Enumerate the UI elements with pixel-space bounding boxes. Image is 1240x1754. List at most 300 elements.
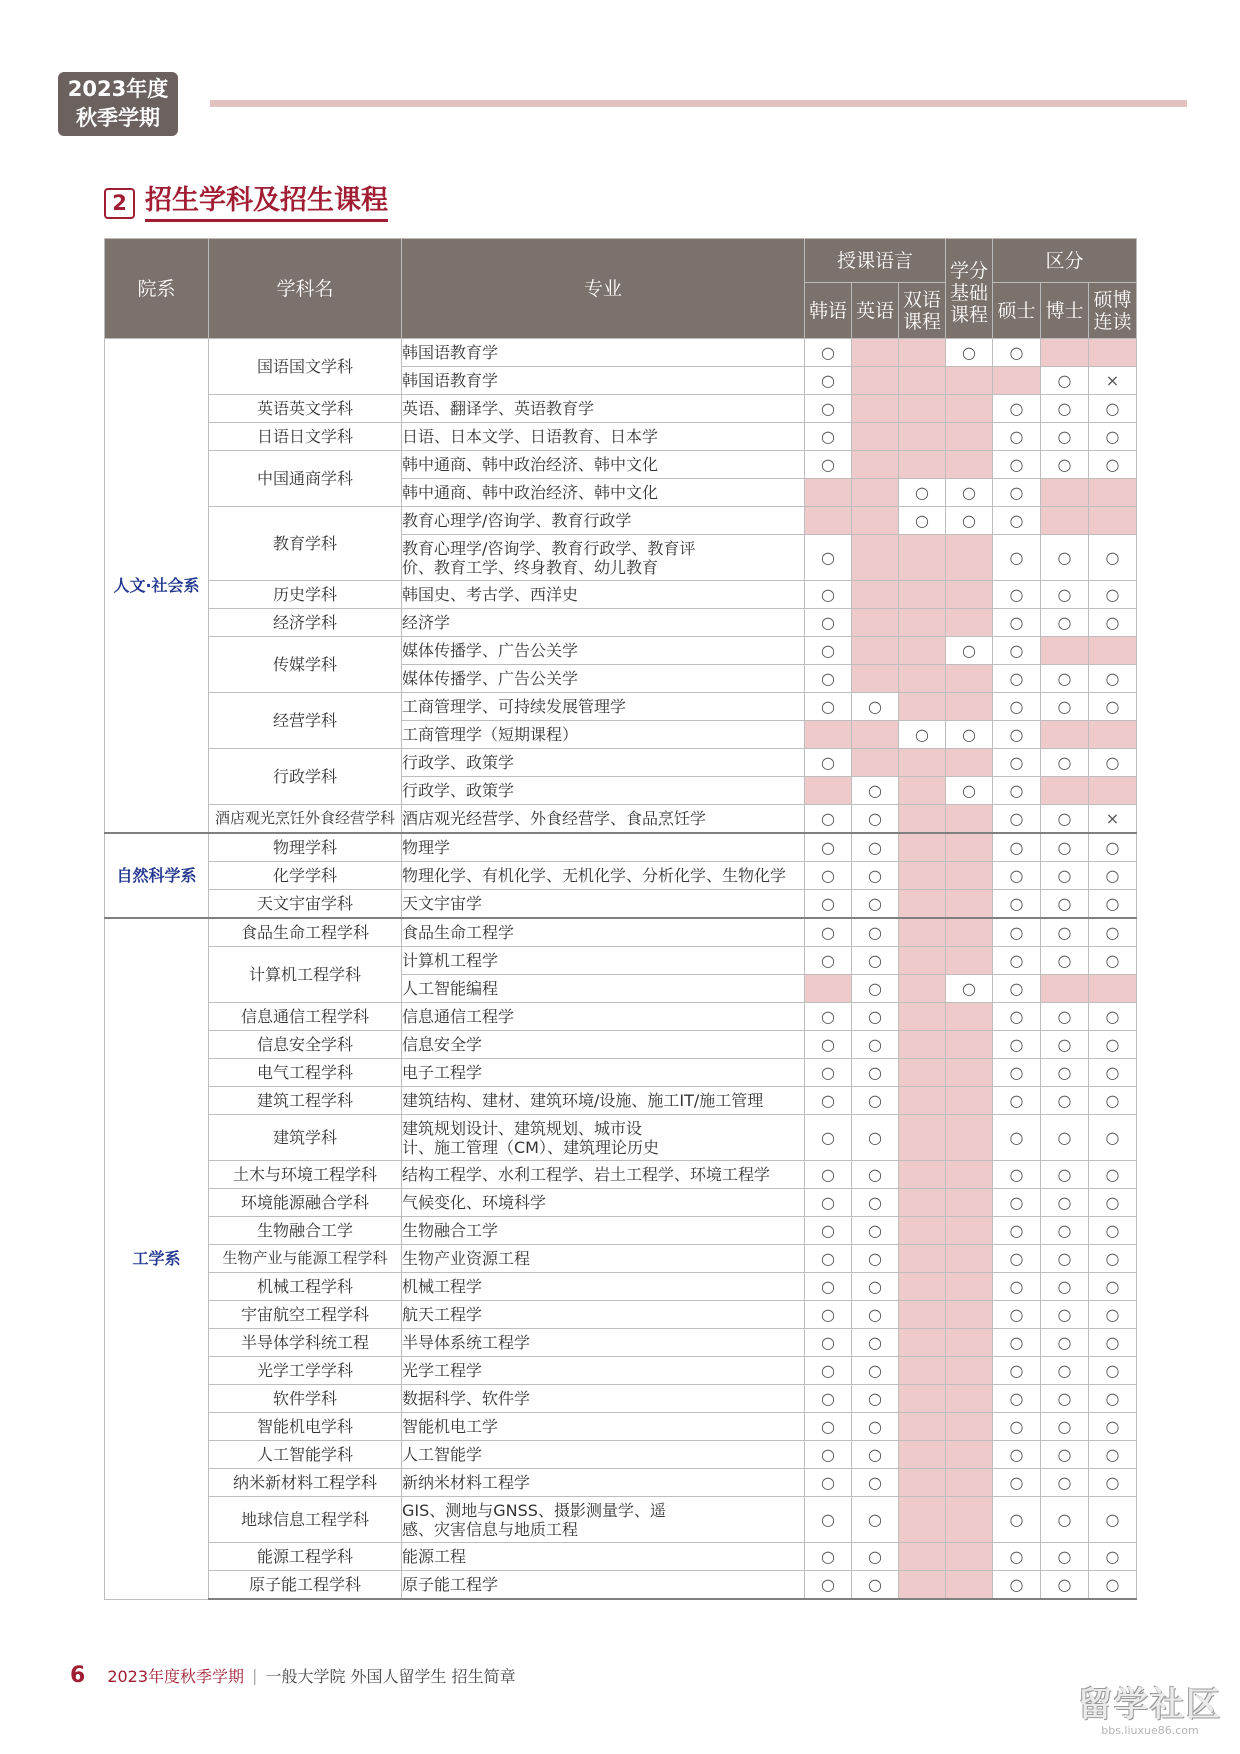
mark-master: ○	[993, 693, 1041, 721]
mark-bilingual	[899, 1497, 946, 1543]
mark-bilingual	[899, 947, 946, 975]
mark-korean: ○	[805, 665, 852, 693]
major-cell: 能源工程	[402, 1543, 805, 1571]
mark-phd: ○	[1041, 609, 1089, 637]
mark-credit	[946, 1115, 993, 1161]
col-header-language-group: 授课语言	[805, 239, 946, 283]
mark-english: ○	[852, 1189, 899, 1217]
major-cell: 酒店观光经营学、外食经营学、食品烹饪学	[402, 805, 805, 834]
mark-phd: ○	[1041, 451, 1089, 479]
mark-bilingual	[899, 395, 946, 423]
page-footer	[70, 1663, 516, 1688]
mark-combined: ○	[1089, 395, 1137, 423]
mark-credit	[946, 1385, 993, 1413]
table-row	[105, 451, 1137, 479]
mark-korean: ○	[805, 339, 852, 367]
major-cell: 结构工程学、水利工程学、岩土工程学、环境工程学	[402, 1161, 805, 1189]
major-cell: 行政学、政策学	[402, 749, 805, 777]
mark-english	[852, 749, 899, 777]
mark-bilingual	[899, 1543, 946, 1571]
subject-cell: 国语国文学科	[209, 339, 402, 395]
mark-korean: ○	[805, 1413, 852, 1441]
table-row	[105, 609, 1137, 637]
subject-cell: 生物融合工学	[209, 1217, 402, 1245]
mark-master: ○	[993, 1003, 1041, 1031]
mark-credit	[946, 1357, 993, 1385]
mark-english: ○	[852, 805, 899, 834]
mark-master: ○	[993, 1301, 1041, 1329]
mark-credit	[946, 1273, 993, 1301]
subject-cell: 英语英文学科	[209, 395, 402, 423]
mark-english	[852, 535, 899, 581]
mark-english	[852, 367, 899, 395]
major-cell: 气候变化、环境科学	[402, 1189, 805, 1217]
mark-master: ○	[993, 1189, 1041, 1217]
mark-combined	[1089, 721, 1137, 749]
mark-english: ○	[852, 833, 899, 862]
mark-master: ○	[993, 862, 1041, 890]
table-row	[105, 918, 1137, 947]
mark-combined: ○	[1089, 1357, 1137, 1385]
table-row	[105, 947, 1137, 975]
mark-master: ○	[993, 947, 1041, 975]
mark-korean: ○	[805, 947, 852, 975]
mark-master: ○	[993, 1245, 1041, 1273]
major-line: GIS、测地与GNSS、摄影测量学、遥感、灾害信息与地质工程	[402, 1500, 666, 1539]
mark-english: ○	[852, 1031, 899, 1059]
mark-korean: ○	[805, 1031, 852, 1059]
mark-korean	[805, 777, 852, 805]
header-rule	[210, 100, 1187, 107]
table-row	[105, 339, 1137, 367]
mark-combined: ○	[1089, 833, 1137, 862]
subject-cell: 原子能工程学科	[209, 1571, 402, 1600]
mark-korean: ○	[805, 693, 852, 721]
mark-english	[852, 721, 899, 749]
table-row	[105, 581, 1137, 609]
section-title: 招生学科及招生课程	[145, 185, 388, 222]
mark-korean: ○	[805, 1217, 852, 1245]
table-row	[105, 862, 1137, 890]
mark-korean: ○	[805, 1497, 852, 1543]
table-row	[105, 1301, 1137, 1329]
mark-bilingual	[899, 1571, 946, 1600]
mark-master: ○	[993, 609, 1041, 637]
mark-phd	[1041, 507, 1089, 535]
major-cell: 航天工程学	[402, 1301, 805, 1329]
mark-bilingual	[899, 1115, 946, 1161]
mark-phd: ○	[1041, 890, 1089, 919]
mark-credit: ○	[946, 777, 993, 805]
mark-bilingual	[899, 609, 946, 637]
mark-combined: ○	[1089, 947, 1137, 975]
mark-bilingual	[899, 451, 946, 479]
mark-phd: ○	[1041, 665, 1089, 693]
major-cell: 韩中通商、韩中政治经济、韩中文化	[402, 479, 805, 507]
major-cell	[402, 1497, 805, 1543]
subject-cell: 食品生命工程学科	[209, 918, 402, 947]
mark-credit: ○	[946, 507, 993, 535]
mark-combined: ○	[1089, 1059, 1137, 1087]
mark-master: ○	[993, 1161, 1041, 1189]
mark-phd	[1041, 637, 1089, 665]
mark-master: ○	[993, 1543, 1041, 1571]
term-badge	[58, 72, 178, 136]
mark-bilingual	[899, 1087, 946, 1115]
mark-master: ○	[993, 1031, 1041, 1059]
table-row	[105, 890, 1137, 919]
badge-term: 秋季学期	[76, 106, 160, 130]
mark-combined: ○	[1089, 451, 1137, 479]
mark-credit: ○	[946, 637, 993, 665]
mark-korean: ○	[805, 581, 852, 609]
col-header-bilingual: 双语 课程	[899, 283, 946, 339]
mark-korean: ○	[805, 1059, 852, 1087]
table-row	[105, 637, 1137, 665]
mark-master: ○	[993, 507, 1041, 535]
mark-korean: ○	[805, 918, 852, 947]
mark-english: ○	[852, 1413, 899, 1441]
mark-master: ○	[993, 535, 1041, 581]
col-header-subject: 学科名	[209, 239, 402, 339]
subject-cell: 能源工程学科	[209, 1543, 402, 1571]
mark-korean: ○	[805, 1115, 852, 1161]
mark-master: ○	[993, 1087, 1041, 1115]
mark-combined: ○	[1089, 1273, 1137, 1301]
mark-english: ○	[852, 1469, 899, 1497]
subject-cell: 化学学科	[209, 862, 402, 890]
admissions-table	[104, 238, 1137, 1600]
mark-english: ○	[852, 890, 899, 919]
mark-bilingual	[899, 805, 946, 834]
mark-master: ○	[993, 805, 1041, 834]
mark-credit	[946, 862, 993, 890]
mark-combined: ○	[1089, 693, 1137, 721]
mark-korean: ○	[805, 395, 852, 423]
mark-credit	[946, 1161, 993, 1189]
mark-credit: ○	[946, 975, 993, 1003]
mark-credit	[946, 1087, 993, 1115]
mark-master: ○	[993, 833, 1041, 862]
subject-cell: 经济学科	[209, 609, 402, 637]
mark-english: ○	[852, 918, 899, 947]
table-row	[105, 1413, 1137, 1441]
major-cell: 食品生命工程学	[402, 918, 805, 947]
major-cell: 生物产业资源工程	[402, 1245, 805, 1273]
mark-bilingual	[899, 1385, 946, 1413]
mark-combined: ○	[1089, 1469, 1137, 1497]
subject-cell: 地球信息工程学科	[209, 1497, 402, 1543]
major-cell: 人工智能编程	[402, 975, 805, 1003]
table-row	[105, 1571, 1137, 1600]
mark-combined: ○	[1089, 1031, 1137, 1059]
col-header-major: 专业	[402, 239, 805, 339]
mark-credit	[946, 581, 993, 609]
mark-master: ○	[993, 1441, 1041, 1469]
mark-combined: ○	[1089, 890, 1137, 919]
mark-english: ○	[852, 862, 899, 890]
mark-bilingual	[899, 1217, 946, 1245]
mark-master: ○	[993, 890, 1041, 919]
mark-combined: ○	[1089, 581, 1137, 609]
major-cell: 天文宇宙学	[402, 890, 805, 919]
mark-english	[852, 339, 899, 367]
mark-phd: ○	[1041, 1571, 1089, 1600]
mark-korean	[805, 507, 852, 535]
mark-bilingual: ○	[899, 479, 946, 507]
footer-term: 2023年度秋季学期	[107, 1667, 245, 1686]
table-row	[105, 1441, 1137, 1469]
page-number: 6	[70, 1663, 86, 1688]
subject-cell: 中国通商学科	[209, 451, 402, 507]
mark-korean: ○	[805, 1329, 852, 1357]
mark-phd: ○	[1041, 749, 1089, 777]
mark-phd: ○	[1041, 1189, 1089, 1217]
watermark-logo	[1070, 1686, 1230, 1746]
mark-phd: ○	[1041, 367, 1089, 395]
mark-master: ○	[993, 1059, 1041, 1087]
mark-combined: ○	[1089, 423, 1137, 451]
mark-combined: ○	[1089, 1329, 1137, 1357]
mark-master	[993, 367, 1041, 395]
mark-credit	[946, 833, 993, 862]
subject-cell: 传媒学科	[209, 637, 402, 693]
major-cell: 生物融合工学	[402, 1217, 805, 1245]
mark-master: ○	[993, 665, 1041, 693]
mark-phd: ○	[1041, 1031, 1089, 1059]
mark-phd: ○	[1041, 1273, 1089, 1301]
mark-bilingual	[899, 1245, 946, 1273]
mark-phd	[1041, 777, 1089, 805]
major-cell: 英语、翻译学、英语教育学	[402, 395, 805, 423]
mark-phd: ○	[1041, 1543, 1089, 1571]
mark-bilingual	[899, 1301, 946, 1329]
mark-master: ○	[993, 721, 1041, 749]
col-header-english: 英语	[852, 283, 899, 339]
dept-engineering: 工学系	[105, 918, 209, 1599]
mark-korean: ○	[805, 1469, 852, 1497]
mark-credit	[946, 947, 993, 975]
subject-cell: 建筑学科	[209, 1115, 402, 1161]
mark-phd: ○	[1041, 1245, 1089, 1273]
mark-combined: ○	[1089, 1217, 1137, 1245]
table-row	[105, 423, 1137, 451]
mark-combined: ○	[1089, 918, 1137, 947]
mark-bilingual	[899, 581, 946, 609]
mark-credit	[946, 1245, 993, 1273]
mark-bilingual: ○	[899, 507, 946, 535]
mark-combined	[1089, 975, 1137, 1003]
mark-korean: ○	[805, 1441, 852, 1469]
mark-combined	[1089, 507, 1137, 535]
major-cell: 信息通信工程学	[402, 1003, 805, 1031]
mark-combined: ○	[1089, 535, 1137, 581]
mark-bilingual	[899, 1161, 946, 1189]
mark-bilingual	[899, 1413, 946, 1441]
mark-english	[852, 609, 899, 637]
subject-cell: 生物产业与能源工程学科	[209, 1245, 402, 1273]
mark-phd: ○	[1041, 1329, 1089, 1357]
mark-bilingual	[899, 339, 946, 367]
mark-combined: ○	[1089, 1571, 1137, 1600]
mark-credit	[946, 1413, 993, 1441]
mark-korean: ○	[805, 1273, 852, 1301]
mark-english: ○	[852, 693, 899, 721]
table-row	[105, 1217, 1137, 1245]
mark-phd: ○	[1041, 1497, 1089, 1543]
mark-english: ○	[852, 1329, 899, 1357]
mark-combined: ○	[1089, 1245, 1137, 1273]
subject-cell: 经营学科	[209, 693, 402, 749]
mark-combined: ○	[1089, 1161, 1137, 1189]
mark-credit	[946, 1441, 993, 1469]
mark-combined: ○	[1089, 1189, 1137, 1217]
table-row	[105, 1059, 1137, 1087]
mark-master: ○	[993, 1217, 1041, 1245]
footer-separator: |	[252, 1666, 258, 1685]
mark-english: ○	[852, 1087, 899, 1115]
mark-credit	[946, 665, 993, 693]
mark-bilingual	[899, 693, 946, 721]
mark-master: ○	[993, 1413, 1041, 1441]
major-cell: 数据科学、软件学	[402, 1385, 805, 1413]
mark-english	[852, 665, 899, 693]
table-row	[105, 1273, 1137, 1301]
mark-phd: ○	[1041, 805, 1089, 834]
mark-english: ○	[852, 1385, 899, 1413]
mark-combined: ○	[1089, 1115, 1137, 1161]
mark-master: ○	[993, 975, 1041, 1003]
mark-phd	[1041, 721, 1089, 749]
table-row	[105, 749, 1137, 777]
section-number: 2	[104, 188, 135, 219]
mark-combined: ○	[1089, 749, 1137, 777]
mark-credit	[946, 1059, 993, 1087]
mark-english	[852, 395, 899, 423]
table-row	[105, 1469, 1137, 1497]
major-cell: 机械工程学	[402, 1273, 805, 1301]
mark-phd: ○	[1041, 1357, 1089, 1385]
table-row	[105, 1003, 1137, 1031]
mark-english: ○	[852, 975, 899, 1003]
mark-phd: ○	[1041, 581, 1089, 609]
mark-credit	[946, 693, 993, 721]
mark-english: ○	[852, 1115, 899, 1161]
major-cell: 韩国语教育学	[402, 367, 805, 395]
major-cell: 计算机工程学	[402, 947, 805, 975]
mark-phd: ○	[1041, 1469, 1089, 1497]
mark-credit	[946, 535, 993, 581]
mark-english: ○	[852, 1217, 899, 1245]
mark-combined: ○	[1089, 862, 1137, 890]
major-cell: 教育心理学/咨询学、教育行政学	[402, 507, 805, 535]
mark-english	[852, 423, 899, 451]
mark-english: ○	[852, 1273, 899, 1301]
mark-korean: ○	[805, 749, 852, 777]
mark-combined: ×	[1089, 367, 1137, 395]
watermark-url: bbs.liuxue86.com	[1101, 1724, 1199, 1737]
mark-phd: ○	[1041, 1441, 1089, 1469]
mark-english: ○	[852, 1059, 899, 1087]
mark-master: ○	[993, 637, 1041, 665]
major-line: 教育心理学/咨询学、教育行政学、教育评价、教育工学、终身教育、幼儿教育	[402, 538, 696, 577]
major-cell: 建筑结构、建材、建筑环境/设施、施工IT/施工管理	[402, 1087, 805, 1115]
col-header-dept: 院系	[105, 239, 209, 339]
subject-cell: 半导体学科统工程	[209, 1329, 402, 1357]
mark-master: ○	[993, 918, 1041, 947]
subject-cell: 信息通信工程学科	[209, 1003, 402, 1031]
mark-bilingual	[899, 749, 946, 777]
mark-credit	[946, 1469, 993, 1497]
subject-cell: 天文宇宙学科	[209, 890, 402, 919]
mark-phd: ○	[1041, 395, 1089, 423]
mark-english: ○	[852, 1571, 899, 1600]
major-cell: 原子能工程学	[402, 1571, 805, 1600]
mark-korean: ○	[805, 805, 852, 834]
col-header-class-group: 区分	[993, 239, 1137, 283]
mark-bilingual	[899, 1469, 946, 1497]
mark-phd: ○	[1041, 535, 1089, 581]
mark-master: ○	[993, 1571, 1041, 1600]
mark-phd: ○	[1041, 947, 1089, 975]
mark-bilingual	[899, 1189, 946, 1217]
mark-phd: ○	[1041, 693, 1089, 721]
mark-korean: ○	[805, 1543, 852, 1571]
table-row	[105, 1087, 1137, 1115]
mark-bilingual	[899, 1329, 946, 1357]
mark-english: ○	[852, 1441, 899, 1469]
mark-korean: ○	[805, 1003, 852, 1031]
table-row	[105, 1115, 1137, 1161]
footer-subtitle: 一般大学院 外国人留学生 招生简章	[265, 1667, 516, 1686]
subject-cell: 行政学科	[209, 749, 402, 805]
mark-english: ○	[852, 1245, 899, 1273]
mark-combined: ○	[1089, 1497, 1137, 1543]
col-header-korean: 韩语	[805, 283, 852, 339]
table-row	[105, 1329, 1137, 1357]
mark-english: ○	[852, 1301, 899, 1329]
mark-english	[852, 507, 899, 535]
mark-master: ○	[993, 339, 1041, 367]
major-cell	[402, 535, 805, 581]
mark-combined	[1089, 637, 1137, 665]
table-row	[105, 1497, 1137, 1543]
mark-master: ○	[993, 581, 1041, 609]
mark-credit: ○	[946, 479, 993, 507]
col-header-credit-basic: 学分 基础 课程	[946, 239, 993, 339]
mark-korean: ○	[805, 535, 852, 581]
mark-phd: ○	[1041, 1217, 1089, 1245]
mark-credit	[946, 367, 993, 395]
subject-cell: 日语日文学科	[209, 423, 402, 451]
mark-korean: ○	[805, 451, 852, 479]
mark-credit	[946, 890, 993, 919]
major-cell: 韩中通商、韩中政治经济、韩中文化	[402, 451, 805, 479]
mark-english: ○	[852, 1161, 899, 1189]
mark-credit	[946, 1497, 993, 1543]
mark-master: ○	[993, 1469, 1041, 1497]
mark-credit	[946, 451, 993, 479]
major-line: 建筑规划设计、建筑规划、城市设计、施工管理（CM）、建筑理论历史	[402, 1118, 659, 1157]
major-cell: 物理学	[402, 833, 805, 862]
mark-phd: ○	[1041, 833, 1089, 862]
mark-phd: ○	[1041, 1385, 1089, 1413]
mark-credit	[946, 1543, 993, 1571]
subject-cell: 土木与环境工程学科	[209, 1161, 402, 1189]
mark-phd: ○	[1041, 862, 1089, 890]
major-cell: 媒体传播学、广告公关学	[402, 665, 805, 693]
mark-combined: ○	[1089, 665, 1137, 693]
